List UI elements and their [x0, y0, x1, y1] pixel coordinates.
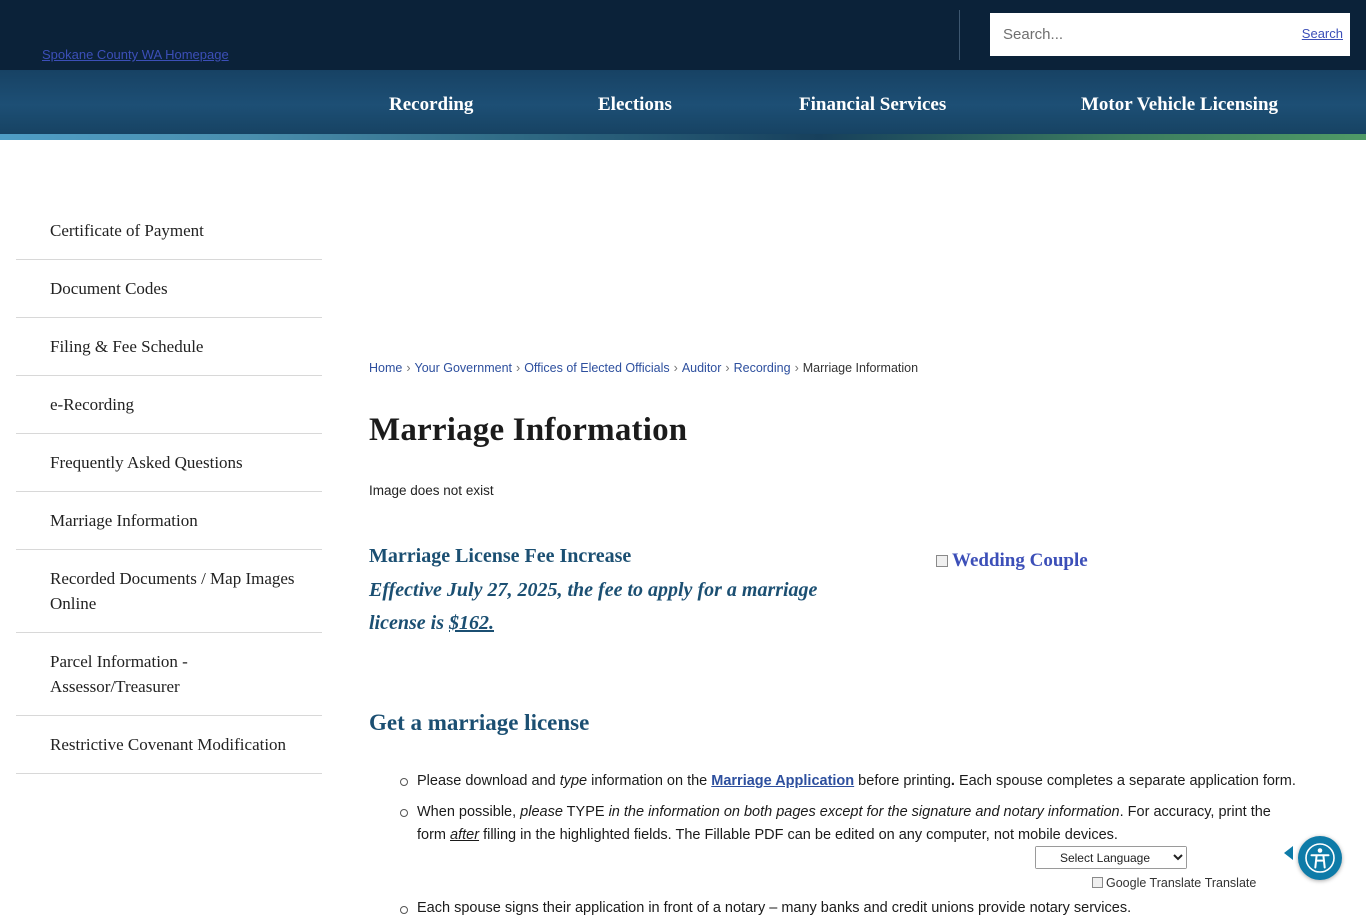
breadcrumb	[369, 361, 918, 375]
google-translate-attribution[interactable]	[1092, 876, 1256, 890]
sidebar-item-parcel-information[interactable]: Parcel Information - Assessor/Treasurer	[16, 633, 322, 716]
language-select[interactable]	[1036, 847, 1186, 868]
fee-notice-amount: $162.	[449, 612, 494, 634]
sidebar-item-certificate-of-payment[interactable]: Certificate of Payment	[16, 202, 322, 260]
sidebar-item-frequently-asked-questions[interactable]: Frequently Asked Questions	[16, 434, 322, 492]
page-title: Marriage Information	[369, 412, 688, 448]
accessibility-button[interactable]	[1298, 836, 1342, 880]
sidebar-item-e-recording[interactable]: e-Recording	[16, 376, 322, 434]
site-header	[0, 0, 1366, 70]
google-translate-label: Translate	[1204, 876, 1257, 890]
bullet-2-text-b: please	[520, 804, 563, 820]
broken-image-icon	[1092, 877, 1103, 888]
bullet-2-text-a: When possible,	[417, 804, 521, 820]
nav-item-recording[interactable]: Recording	[389, 94, 474, 115]
sidebar-item-document-codes[interactable]: Document Codes	[16, 260, 322, 318]
marriage-license-steps-list	[369, 770, 1299, 855]
main-navigation	[0, 70, 1366, 140]
bullet-2-text-g: filling in the highlighted fields. The Fillable PDF can be edited on any computer, not mobile devices.	[479, 827, 1118, 843]
breadcrumb-link-offices-of-elected-officials[interactable]: Offices of Elected Officials	[524, 361, 670, 375]
sidebar-item-recorded-documents-map-images-online[interactable]: Recorded Documents / Map Images Online	[16, 550, 322, 633]
missing-image-notice: Image does not exist	[369, 483, 494, 498]
bullet-1-text-d: before printing	[854, 773, 951, 789]
breadcrumb-link-recording[interactable]: Recording	[733, 361, 791, 375]
list-item	[417, 770, 1299, 793]
sidebar-item-restrictive-covenant-modification[interactable]: Restrictive Covenant Modification	[16, 716, 322, 774]
search-box	[990, 13, 1350, 56]
breadcrumb-link-auditor[interactable]: Auditor	[681, 361, 722, 375]
bullet-1-text-a: Please download and	[417, 773, 560, 789]
list-item	[369, 897, 1299, 920]
nav-item-financial-services[interactable]: Financial Services	[799, 94, 947, 115]
sidebar-item-marriage-information[interactable]: Marriage Information	[16, 492, 322, 550]
section-title-get-a-marriage-license: Get a marriage license	[369, 710, 590, 735]
marriage-application-link[interactable]: Marriage Application	[711, 773, 855, 789]
nav-item-elections[interactable]: Elections	[598, 94, 672, 115]
fee-notice-body	[369, 574, 929, 640]
fee-notice-title: Marriage License Fee Increase	[369, 545, 632, 567]
accessibility-icon	[1305, 843, 1335, 873]
fee-notice-line-2-prefix: license is	[369, 612, 449, 634]
broken-image-icon	[936, 555, 948, 567]
breadcrumb-link-home[interactable]: Home	[369, 361, 403, 375]
google-translate-alt-text: Google Translate	[1106, 876, 1202, 890]
bullet-1-text-e: .	[950, 773, 955, 789]
search-input[interactable]	[1001, 14, 1261, 55]
bullet-1-text-f: Each spouse completes a separate application form.	[954, 773, 1296, 789]
cut-off-bullet-text: Each spouse signs their application in front of a notary – many banks and credit unions provide notary services.	[417, 900, 1132, 916]
site-logo-broken-image[interactable]: Spokane County WA Homepage	[42, 47, 229, 62]
breadcrumb-separator: ›	[673, 361, 678, 375]
wedding-couple-broken-image[interactable]	[936, 550, 1088, 572]
bullet-2-text-c: TYPE	[562, 804, 609, 820]
breadcrumb-separator: ›	[406, 361, 411, 375]
sidebar	[16, 202, 322, 774]
bullet-2-text-f: after	[450, 827, 480, 843]
breadcrumb-current: Marriage Information	[802, 361, 919, 375]
breadcrumb-separator: ›	[516, 361, 521, 375]
header-divider	[959, 10, 960, 60]
nav-item-motor-vehicle-licensing[interactable]: Motor Vehicle Licensing	[1081, 94, 1279, 115]
wedding-image-alt-text: Wedding Couple	[952, 550, 1088, 571]
page-content	[0, 140, 1366, 916]
search-icon[interactable]: Search	[1301, 26, 1343, 41]
breadcrumb-separator: ›	[725, 361, 730, 375]
breadcrumb-link-your-government[interactable]: Your Government	[414, 361, 513, 375]
bullet-1-text-b: type	[559, 773, 588, 789]
sidebar-item-filing-fee-schedule[interactable]: Filing & Fee Schedule	[16, 318, 322, 376]
bullet-1-text-c: information on the	[587, 773, 712, 789]
nav-item-list	[0, 70, 1366, 140]
bullet-2-text-d: in the information on both pages except for the signature and notary information	[608, 804, 1120, 820]
bullet-2-text-e: . For accuracy, print the form	[417, 804, 1271, 843]
list-item	[417, 801, 1299, 847]
breadcrumb-separator: ›	[794, 361, 799, 375]
fee-notice-line-1: Effective July 27, 2025, the fee to apply for a marriage	[369, 579, 818, 601]
language-select-wrapper	[1035, 846, 1187, 869]
fee-increase-notice	[369, 545, 929, 640]
accessibility-panel-toggle-icon[interactable]	[1284, 846, 1293, 860]
